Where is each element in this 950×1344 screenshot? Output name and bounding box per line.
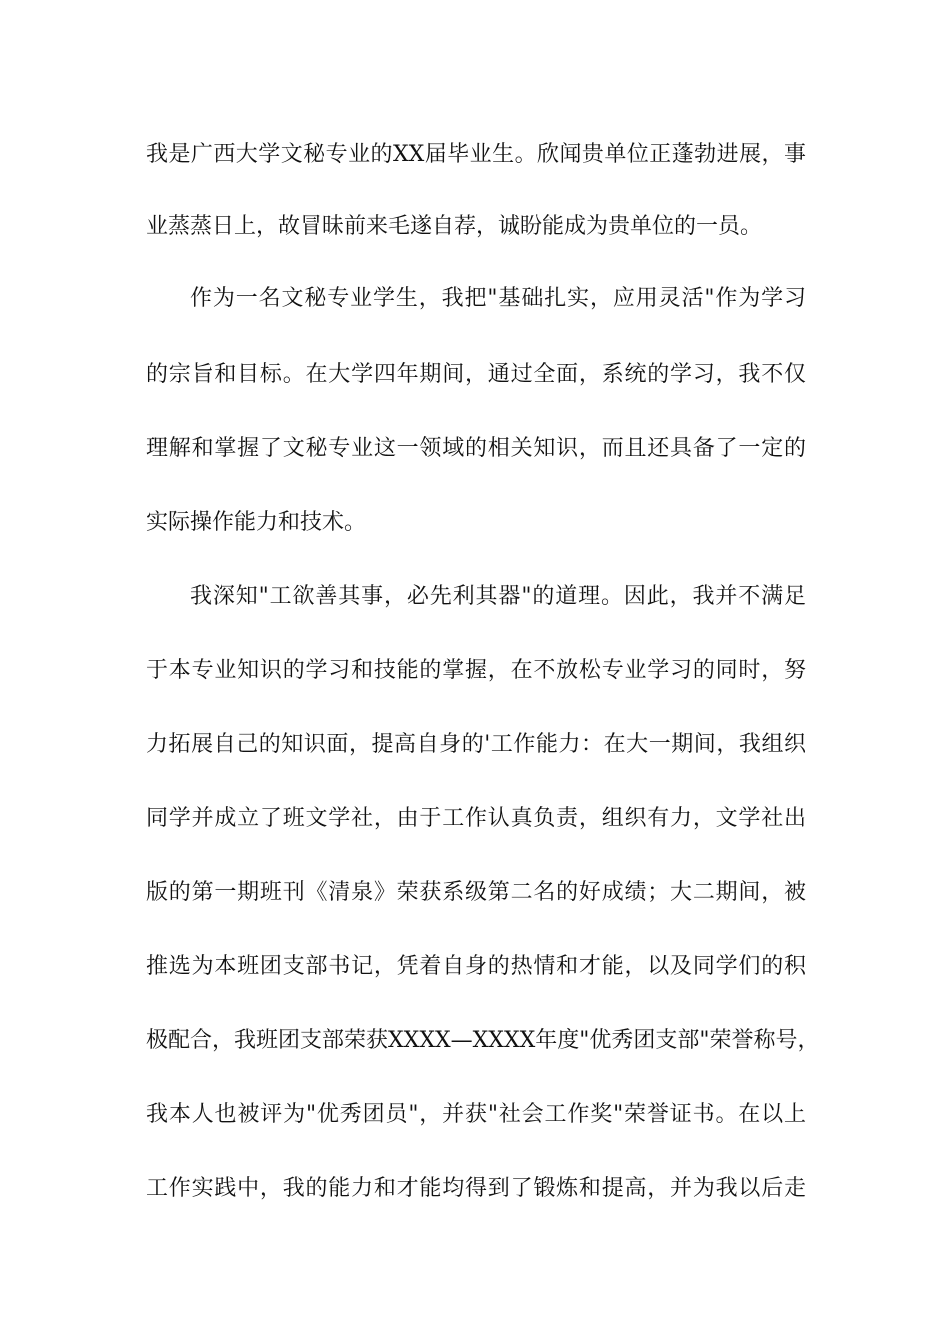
text-line-14: 我本人也被评为"优秀团员"，并获"社会工作奖"荣誉证书。在以上 (146, 1102, 806, 1127)
text-line-5: 理解和掌握了文秘专业这一领域的相关知识，而且还具备了一定的 (146, 436, 806, 461)
text-line-4: 的宗旨和目标。在大学四年期间，通过全面，系统的学习，我不仅 (146, 362, 806, 387)
text-line-9: 力拓展自己的知识面，提高自身的'工作能力：在大一期间，我组织 (146, 732, 806, 757)
text-line-7: 我深知"工欲善其事，必先利其器"的道理。因此，我并不满足 (190, 584, 806, 609)
text-line-6: 实际操作能力和技术。 (146, 510, 367, 535)
text-line-15: 工作实践中，我的能力和才能均得到了锻炼和提高，并为我以后走 (146, 1176, 806, 1201)
text-line-8: 于本专业知识的学习和技能的掌握，在不放松专业学习的同时，努 (146, 658, 806, 683)
text-line-1: 我是广西大学文秘专业的XX届毕业生。欣闻贵单位正蓬勃进展，事 (146, 142, 806, 167)
text-line-2: 业蒸蒸日上，故冒昧前来毛遂自荐，诚盼能成为贵单位的一员。 (146, 214, 763, 239)
text-line-13: 极配合，我班团支部荣获XXXX—XXXX年度"优秀团支部"荣誉称号， (146, 1028, 820, 1053)
text-line-11: 版的第一期班刊《清泉》荣获系级第二名的好成绩；大二期间，被 (146, 880, 806, 905)
text-line-3: 作为一名文秘专业学生，我把"基础扎实，应用灵活"作为学习 (190, 286, 806, 311)
text-line-12: 推选为本班团支部书记，凭着自身的热情和才能，以及同学们的积 (146, 954, 806, 979)
text-line-10: 同学并成立了班文学社，由于工作认真负责，组织有力，文学社出 (146, 806, 806, 831)
